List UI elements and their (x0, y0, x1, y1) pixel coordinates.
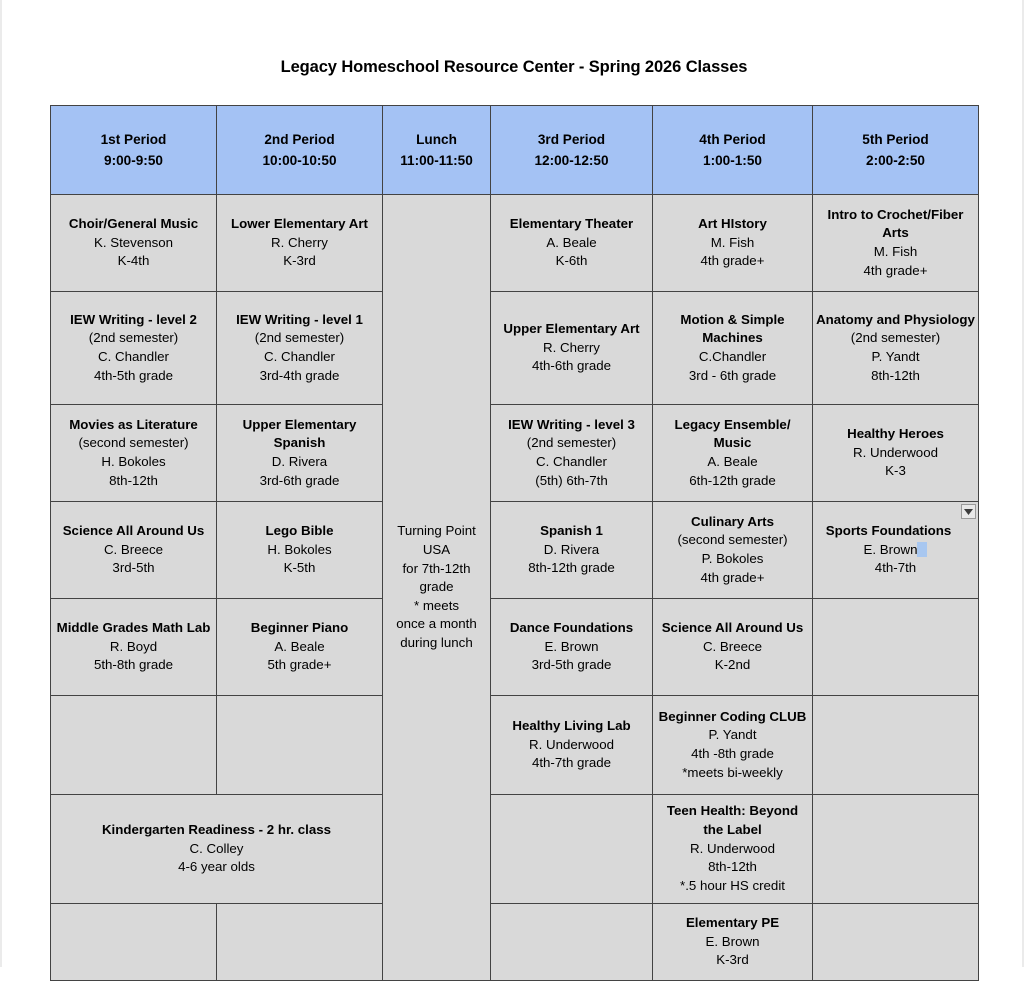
class-title: IEW Writing - level 2 (70, 311, 197, 327)
column-header-time: 10:00-10:50 (262, 153, 337, 168)
class-cell[interactable] (653, 502, 813, 599)
class-title: Lego Bible (265, 523, 334, 539)
column-header-5th-period[interactable] (813, 106, 979, 195)
class-cell[interactable] (653, 904, 813, 981)
class-title: Beginner Coding CLUB (658, 708, 807, 724)
empty-cell[interactable] (813, 696, 979, 795)
class-cell[interactable] (653, 599, 813, 696)
column-header-time: 12:00-12:50 (534, 153, 609, 168)
text-cursor (917, 542, 927, 557)
class-grades: 6th-12th grade (689, 472, 776, 488)
class-cell[interactable] (491, 696, 653, 795)
class-teacher: C. Colley (189, 840, 244, 856)
class-grades: 3rd - 6th grade (688, 367, 777, 383)
lunch-line-2: USA (422, 541, 451, 557)
lunch-note-1: * meets (413, 597, 460, 613)
class-cell[interactable] (653, 292, 813, 405)
class-note: (2nd semester) (254, 330, 345, 346)
class-teacher: C. Chandler (264, 349, 335, 364)
class-teacher-line (816, 541, 975, 560)
class-teacher: C. Breece (702, 638, 763, 654)
class-title: Beginner Piano (250, 620, 349, 636)
class-cell[interactable] (491, 599, 653, 696)
lunch-line-4: grade (419, 579, 454, 595)
class-title: Intro to Crochet/Fiber Arts (827, 206, 964, 241)
class-teacher: K. Stevenson (93, 234, 174, 250)
class-title: Elementary Theater (509, 216, 634, 232)
class-cell[interactable] (217, 599, 383, 696)
class-cell[interactable] (491, 195, 653, 292)
class-teacher: M. Fish (710, 234, 755, 250)
column-header-label: 4th Period (699, 131, 766, 147)
table-row (51, 405, 979, 502)
class-teacher: R. Boyd (109, 638, 158, 654)
class-grades: 4th-6th grade (531, 358, 612, 374)
table-row (51, 795, 979, 904)
class-grades: (5th) 6th-7th (535, 472, 608, 488)
empty-cell[interactable] (217, 696, 383, 795)
class-grades: 4th grade+ (863, 262, 928, 278)
class-title: Sports Foundations (825, 523, 952, 539)
class-grades: 5th-8th grade (93, 657, 174, 673)
class-cell[interactable] (491, 292, 653, 405)
column-header-1st-period[interactable] (51, 106, 217, 195)
class-cell[interactable] (51, 195, 217, 292)
class-grades: K-3 (885, 463, 906, 479)
class-grades: 4-6 year olds (178, 859, 255, 875)
column-header-time: 9:00-9:50 (104, 153, 163, 168)
empty-cell[interactable] (51, 696, 217, 795)
class-extra: *.5 hour HS credit (680, 877, 785, 893)
table-row (51, 195, 979, 292)
class-title: Healthy Living Lab (512, 718, 631, 734)
class-grades: 8th-12th (109, 472, 158, 488)
table-header-row (51, 106, 979, 195)
class-cell[interactable] (491, 405, 653, 502)
empty-cell[interactable] (217, 904, 383, 981)
class-teacher: D. Rivera (543, 541, 600, 557)
column-header-lunch[interactable] (383, 106, 491, 195)
class-title: Elementary PE (685, 915, 780, 931)
empty-cell[interactable] (813, 904, 979, 981)
class-grades: 8th-12th grade (528, 560, 615, 576)
class-teacher: M. Fish (873, 244, 918, 259)
class-note: (second semester) (78, 435, 189, 451)
table-row (51, 502, 979, 599)
class-cell[interactable] (653, 795, 813, 904)
class-title: Motion & Simple Machines (680, 311, 785, 346)
column-header-label: Lunch (416, 131, 457, 147)
class-title: Lower Elementary Art (231, 216, 368, 232)
class-note: (second semester) (677, 532, 788, 548)
class-cell[interactable] (217, 405, 383, 502)
class-title: Spanish 1 (540, 523, 603, 539)
class-grades: 3rd-5th (112, 560, 155, 576)
class-grades: 4th grade+ (700, 253, 765, 269)
class-title: Science All Around Us (661, 620, 804, 636)
column-header-time: 2:00-2:50 (866, 153, 925, 168)
column-header-4th-period[interactable] (653, 106, 813, 195)
class-title: Legacy Ensemble/ Music (674, 416, 791, 451)
page-title: Legacy Homeschool Resource Center - Spring 2026 Classes (280, 58, 748, 76)
class-cell[interactable] (217, 195, 383, 292)
class-grades: K-3rd (716, 952, 749, 968)
class-cell[interactable] (217, 502, 383, 599)
empty-cell[interactable] (813, 795, 979, 904)
class-grades: 4th-7th grade (531, 755, 612, 771)
class-title: Culinary Arts (690, 513, 774, 529)
class-cell[interactable] (653, 696, 813, 795)
class-cell[interactable] (813, 195, 979, 292)
class-grades: 3rd-5th grade (531, 657, 612, 673)
class-teacher: C. Breece (103, 541, 164, 557)
class-grades: K-2nd (714, 657, 751, 673)
table-row (51, 904, 979, 981)
class-grades: K-4th (117, 253, 150, 269)
class-cell[interactable] (51, 405, 217, 502)
class-teacher: P. Yandt (708, 727, 757, 743)
class-title: Middle Grades Math Lab (56, 620, 211, 636)
column-header-time: 1:00-1:50 (703, 153, 762, 168)
class-grades: 4th-5th grade (93, 367, 174, 383)
class-extra: *meets bi-weekly (682, 764, 783, 780)
class-cell[interactable] (653, 195, 813, 292)
class-cell[interactable] (491, 502, 653, 599)
class-title: Anatomy and Physiology (816, 311, 975, 327)
class-teacher: E. Brown (544, 638, 599, 654)
table-row (51, 696, 979, 795)
class-teacher: A. Beale (546, 234, 597, 250)
column-header-label: 5th Period (862, 131, 929, 147)
class-teacher: A. Beale (274, 638, 325, 654)
class-cell[interactable] (653, 405, 813, 502)
class-grades: K-5th (283, 560, 316, 576)
kindergarten-merged-cell[interactable] (51, 795, 383, 904)
table-row (51, 599, 979, 696)
class-note: (2nd semester) (88, 330, 179, 346)
class-teacher: E. Brown (863, 541, 918, 557)
class-grades: 8th-12th (708, 859, 757, 875)
class-cell[interactable] (217, 292, 383, 405)
class-grades: 4th-7th (874, 560, 917, 576)
class-note: (2nd semester) (526, 435, 617, 451)
class-teacher: R. Underwood (853, 444, 938, 460)
column-header-label: 3rd Period (537, 131, 606, 147)
class-grades: 4th -8th grade (691, 746, 774, 761)
class-grades: K-6th (555, 253, 588, 269)
class-cell[interactable] (813, 292, 979, 405)
class-grades: 5th grade+ (267, 657, 332, 673)
class-teacher: R. Underwood (529, 736, 614, 752)
chevron-down-icon[interactable] (961, 504, 976, 519)
class-title: IEW Writing - level 1 (236, 311, 363, 327)
empty-cell[interactable] (813, 599, 979, 696)
table-row (51, 292, 979, 405)
class-grades: K-3rd (283, 253, 316, 269)
class-teacher: C. Chandler (98, 349, 169, 364)
empty-cell[interactable] (491, 904, 653, 981)
column-header-label: 1st Period (100, 131, 167, 147)
class-title: Movies as Literature (69, 416, 198, 432)
column-header-3rd-period[interactable] (491, 106, 653, 195)
class-teacher: P. Yandt (871, 349, 920, 364)
class-title: Dance Foundations (509, 620, 634, 636)
class-teacher: D. Rivera (271, 454, 328, 469)
class-title: Upper Elementary Art (503, 321, 640, 337)
class-title: Teen Health: Beyond the Label (666, 803, 799, 838)
column-header-2nd-period[interactable] (217, 106, 383, 195)
empty-cell[interactable] (51, 904, 217, 981)
class-teacher: H. Bokoles (101, 454, 166, 469)
class-cell[interactable] (51, 502, 217, 599)
class-title: Upper Elementary Spanish (242, 416, 357, 451)
column-header-time: 11:00-11:50 (400, 153, 473, 168)
class-title: Healthy Heroes (847, 426, 944, 442)
lunch-note-2: once a month (396, 616, 477, 632)
class-grades: 8th-12th (871, 367, 920, 383)
column-header-label: 2nd Period (264, 131, 335, 147)
class-teacher: P. Bokoles (701, 551, 764, 566)
empty-cell[interactable] (491, 795, 653, 904)
class-teacher: A. Beale (707, 454, 758, 469)
class-grades: 4th grade+ (700, 569, 765, 585)
class-title: Science All Around Us (62, 523, 205, 539)
class-note: (2nd semester) (850, 330, 941, 346)
class-title: Choir/General Music (68, 216, 199, 232)
class-grades: 3rd-4th grade (259, 367, 340, 383)
class-cell[interactable] (813, 405, 979, 502)
class-teacher: H. Bokoles (267, 541, 332, 557)
class-grades: 3rd-6th grade (259, 472, 340, 488)
class-teacher: C.Chandler (698, 349, 767, 364)
class-cell[interactable] (51, 292, 217, 405)
class-teacher: R. Cherry (543, 339, 600, 355)
lunch-line-3: for 7th-12th (402, 560, 471, 576)
class-title: Art HIstory (698, 216, 767, 232)
class-schedule-table (50, 105, 979, 981)
class-teacher: R. Underwood (690, 840, 775, 856)
class-teacher: E. Brown (705, 933, 760, 949)
class-cell-selected[interactable] (813, 502, 979, 599)
lunch-note-3: during lunch (400, 635, 473, 651)
class-title: IEW Writing - level 3 (508, 416, 635, 432)
class-cell[interactable] (51, 599, 217, 696)
class-title: Kindergarten Readiness - 2 hr. class (101, 822, 332, 838)
lunch-merged-cell[interactable] (383, 195, 491, 981)
lunch-line-1: Turning Point (397, 523, 476, 539)
class-teacher: R. Cherry (271, 234, 328, 250)
class-teacher: C. Chandler (536, 454, 607, 469)
